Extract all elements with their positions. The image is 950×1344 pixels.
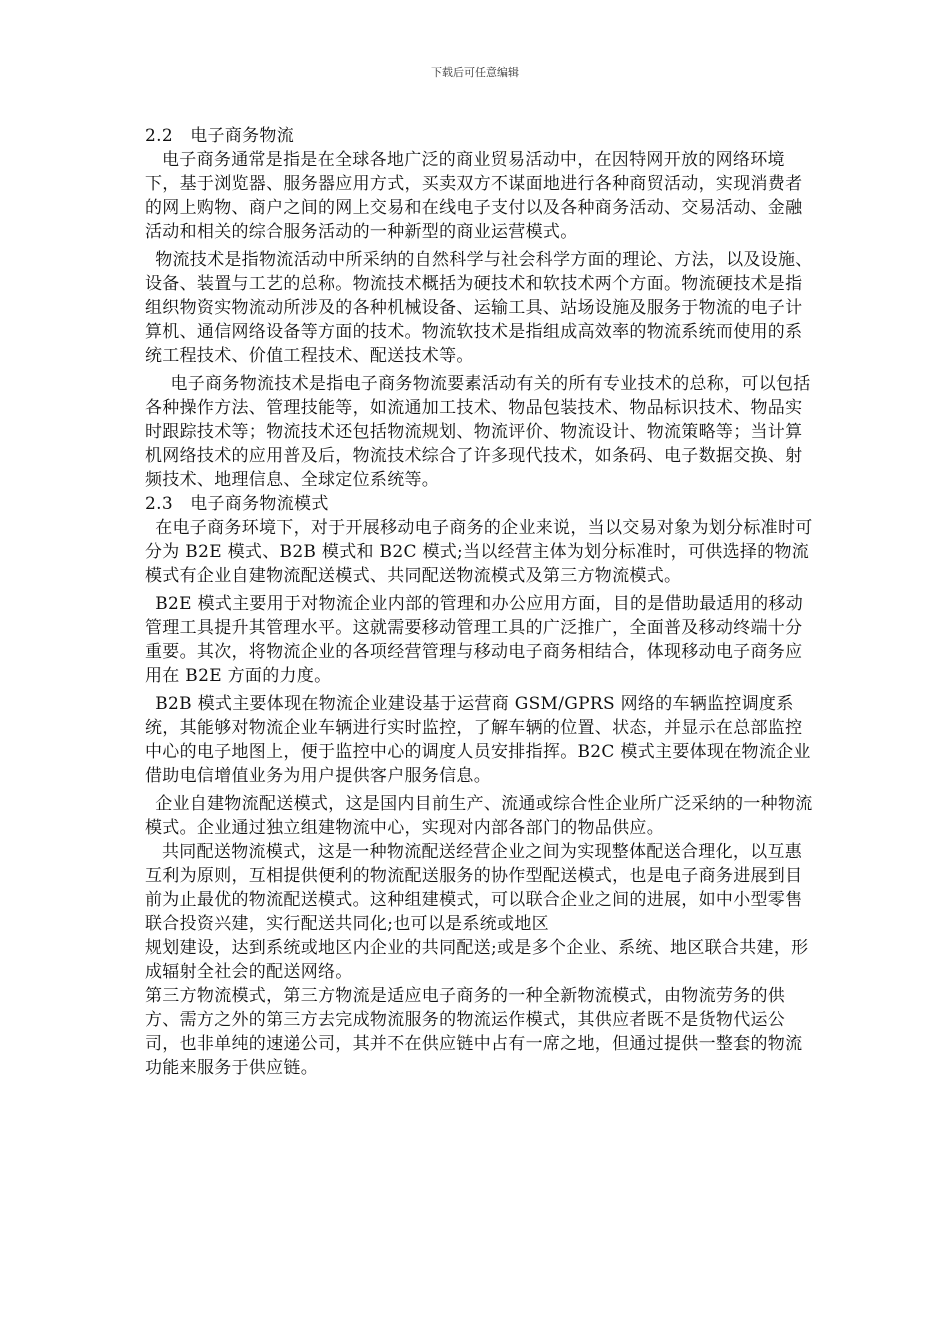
paragraph-b2b-mode: B2B 模式主要体现在物流企业建设基于运营商 GSM/GPRS 网络的车辆监控调度系统，其能够对物流企业车辆进行实时监控，了解车辆的位置、状态，并显示在总部监控中心的电子地图上，便于监控中心的调度人员安排指挥。B2C 模式主要体现在物流企业借助电信增值业务为用户提供客户服务信息。 [145, 694, 811, 786]
paragraph-b2e-mode: B2E 模式主要用于对物流企业内部的管理和办公应用方面，目的是借助最适用的移动管理工具提升其管理水平。这就需要移动管理工具的广泛推广，全面普及移动终端十分重要。其次，将物流企业的各项经营管理与移动电子商务相结合，体现移动电子商务应用在 B2E 方面的力度。 [145, 594, 804, 686]
paragraph-logistics-technology: 物流技术是指物流活动中所采纳的自然科学与社会科学方面的理论、方法，以及设施、设备、装置与工艺的总称。物流技术概括为硬技术和软技术两个方面。物流硬技术是指组织物资实物流动所涉及的各种机械设备、运输工具、站场设施及服务于物流的电子计算机、通信网络设备等方面的技术。物流软技术是指组成高效率的物流系统而使用的系统工程技术、价值工程技术、配送技术等。 [145, 250, 813, 366]
paragraph-joint-distribution-continued: 规划建设，达到系统或地区内企业的共同配送;或是多个企业、系统、地区联合共建，形成辐射全社会的配送网络。 [145, 938, 809, 982]
page-header: 下载后可任意编辑 [431, 66, 519, 79]
document-body [145, 124, 813, 1080]
paragraph-third-party-mode: 第三方物流模式，第三方物流是适应电子商务的一种全新物流模式，由物流劳务的供方、需方之外的第三方去完成物流服务的物流运作模式，其供应者既不是货物代运公司，也非单纯的速递公司，其并不在供应链中占有一席之地，但通过提供一整套的物流功能来服务于供应链。 [145, 986, 803, 1078]
paragraph-self-built-mode: 企业自建物流配送模式，这是国内目前生产、流通或综合性企业所广泛采纳的一种物流模式。企业通过独立组建物流中心，实现对内部各部门的物品供应。 [145, 794, 813, 838]
paragraph-joint-distribution-mode: 共同配送物流模式，这是一种物流配送经营企业之间为实现整体配送合理化，以互惠互利为原则，互相提供便利的物流配送服务的协作型配送模式，也是电子商务进展到目前为止最优的物流配送模式。这种组建模式，可以联合企业之间的进展，如中小型零售联合投资兴建，实行配送共同化;也可以是系统或地区 [145, 842, 803, 934]
section-heading-2-3: 2.3 电子商务物流模式 [145, 494, 329, 514]
section-heading-2-2: 2.2 电子商务物流 [145, 126, 295, 146]
paragraph-ecommerce-logistics-technology: 电子商务物流技术是指电子商务物流要素活动有关的所有专业技术的总称，可以包括各种操作方法、管理技能等，如流通加工技术、物品包装技术、物品标识技术、物品实时跟踪技术等；物流技术还包括物流规划、物流评价、物流设计、物流策略等；当计算机网络技术的应用普及后，物流技术综合了许多现代技术，如条码、电子数据交换、射频技术、地理信息、全球定位系统等。 [145, 374, 811, 490]
paragraph-logistics-modes-intro: 在电子商务环境下，对于开展移动电子商务的企业来说，当以交易对象为划分标准时可分为 B2E 模式、B2B 模式和 B2C 模式;当以经营主体为划分标准时，可供选择的物流模式有企业自建物流配送模式、共同配送物流模式及第三方物流模式。 [145, 518, 813, 586]
paragraph-ecommerce-definition: 电子商务通常是指是在全球各地广泛的商业贸易活动中，在因特网开放的网络环境下，基于浏览器、服务器应用方式，买卖双方不谋面地进行各种商贸活动，实现消费者的网上购物、商户之间的网上交易和在线电子支付以及各种商务活动、交易活动、金融活动和相关的综合服务活动的一种新型的商业运营模式。 [145, 150, 803, 242]
